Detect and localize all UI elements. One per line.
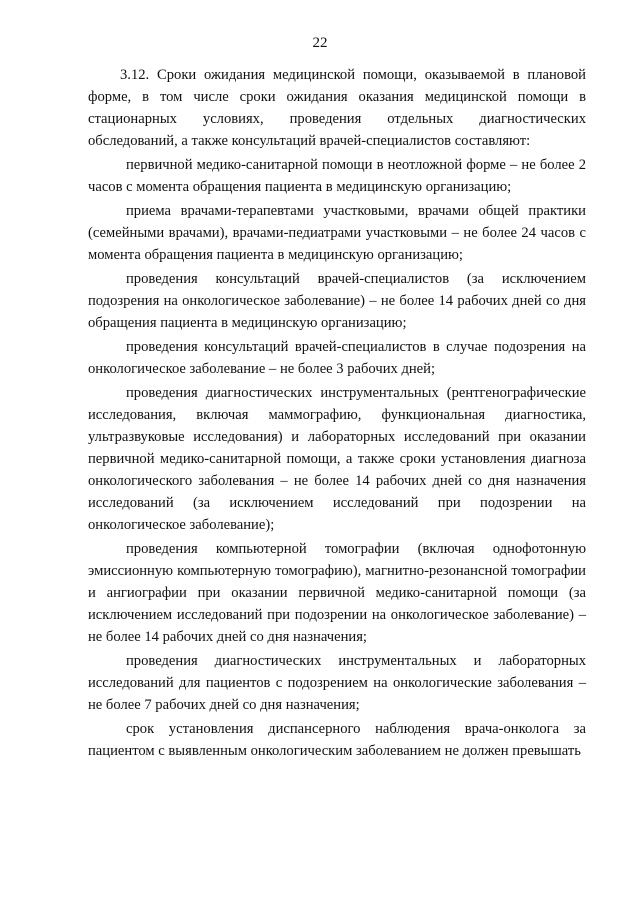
item-diagnostic-lab-studies: проведения диагностических инструментальных (рентгенографические исследования, включая маммографию, функциональная диагностика, ультразвуковые исследования) и лабораторных исследований при оказании первичной медико-санитарной помощи, а также сроки установления диагноза онкологического заболевания – не более 14 рабочих дней со дня назначения исследований (за исключением исследований при подозрении на онкологическое заболевание);: [88, 385, 586, 533]
item-specialist-consultation: проведения консультаций врачей-специалистов (за исключением подозрения на онкологическое заболевание) – не более 14 рабочих дней со дня обращения пациента в медицинскую организацию;: [88, 271, 586, 331]
item-oncology-suspected-studies: проведения диагностических инструментальных и лабораторных исследований для пациентов с подозрением на онкологические заболевания – не более 7 рабочих дней со дня назначения;: [88, 653, 586, 713]
item-specialist-consultation-oncology: проведения консультаций врачей-специалистов в случае подозрения на онкологическое заболевание – не более 3 рабочих дней;: [88, 339, 586, 377]
item-district-doctors-appointment: приема врачами-терапевтами участковыми, врачами общей практики (семейными врачами), врачами-педиатрами участковыми – не более 24 часов с момента обращения пациента в медицинскую организацию;: [88, 203, 586, 263]
item-ct-mri-angiography: проведения компьютерной томографии (включая однофотонную эмиссионную компьютерную томографию), магнитно-резонансной томографии и ангиографии при оказании первичной медико-санитарной помощи (за исключением исследований при подозрении на онкологическое заболевание) – не более 14 рабочих дней со дня назначения;: [88, 541, 586, 645]
section-3-12-intro: 3.12. Сроки ожидания медицинской помощи, оказываемой в плановой форме, в том числе сроки ожидания оказания медицинской помощи в стационарных условиях, проведения отдельных диагностических обследований, а также консультаций врачей-специалистов составляют:: [88, 67, 586, 149]
page-number: 22: [312, 35, 328, 51]
item-urgent-primary-care: первичной медико-санитарной помощи в неотложной форме – не более 2 часов с момента обращения пациента в медицинскую организацию;: [88, 157, 586, 195]
item-oncologist-dispensary-observation: срок установления диспансерного наблюдения врача-онколога за пациентом с выявленным онкологическим заболеванием не должен превышать: [88, 721, 586, 759]
document-body: [88, 64, 586, 762]
